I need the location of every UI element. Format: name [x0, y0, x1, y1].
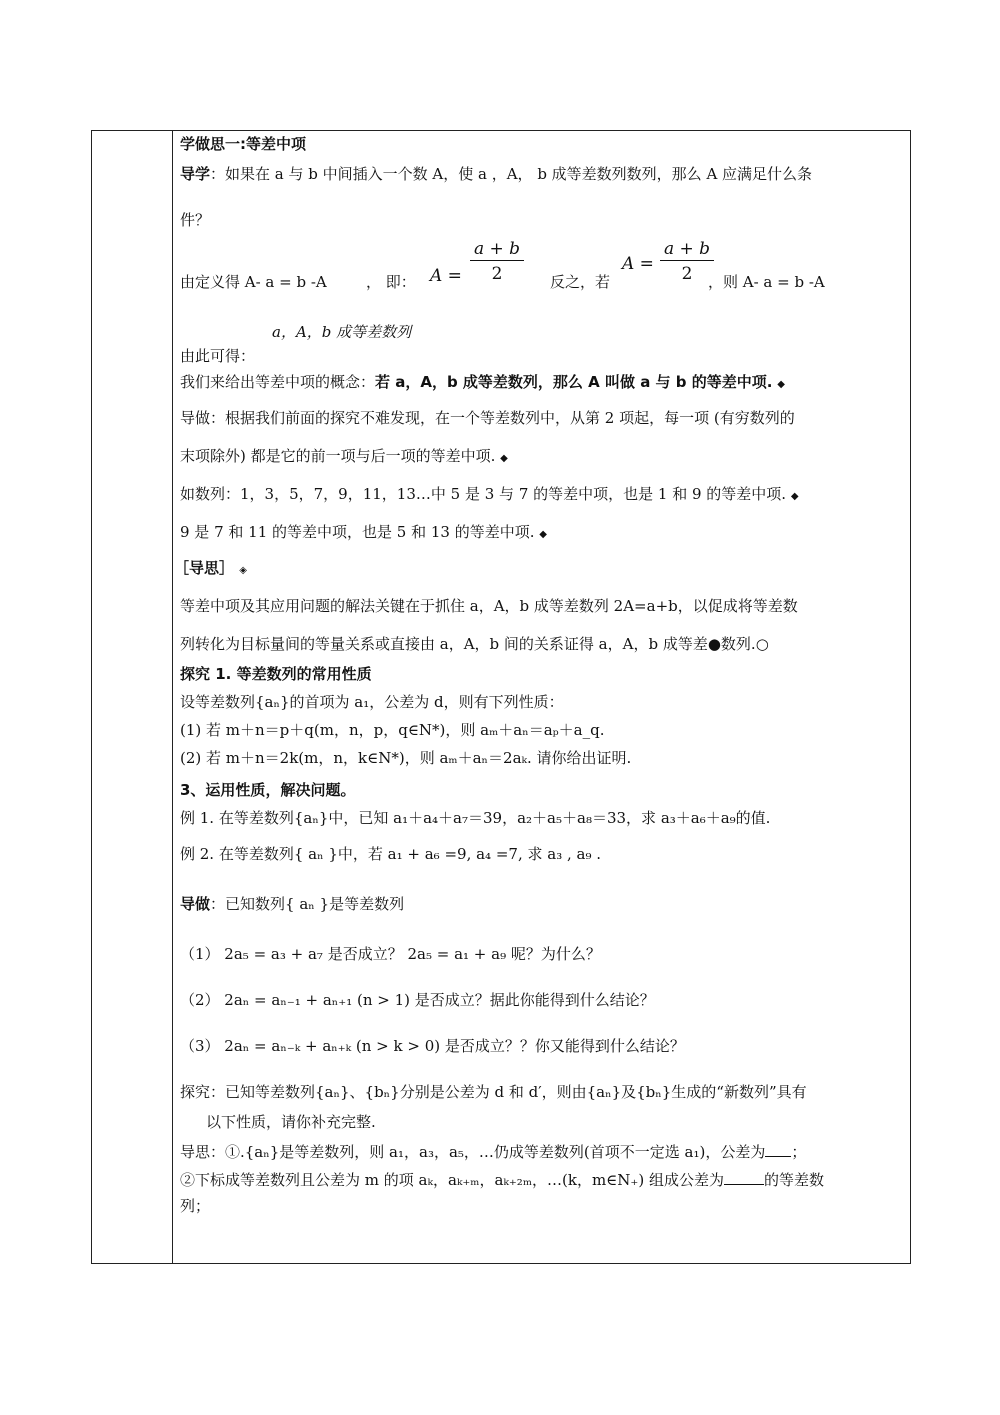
- think-line-2: 列转化为目标量间的等量关系或直接由 a，A，b 间的关系证得 a，A，b 成等差●数列.○: [180, 635, 769, 653]
- table-column-left: [92, 131, 173, 1263]
- hence-text: 由此可得：: [180, 347, 256, 365]
- bullet-icon: ◆: [790, 491, 799, 502]
- summary-line-2: ②下标成等差数列且公差为 m 的项 aₖ，aₖ₊ₘ，aₖ₊₂ₘ，…(k，m∈N₊) 组成公差为 的等差数: [180, 1171, 824, 1189]
- concept-paragraph: [180, 372, 785, 395]
- note-line-1: 导做：根据我们前面的探究不难发现，在一个等差数列中，从第 2 项起，每一项 (有穷数列的: [180, 409, 795, 427]
- bullet-icon: ◆: [777, 379, 785, 390]
- question-2: （2） 2aₙ = aₙ₋₁ + aₙ₊₁ (n > 1) 是否成立？据此你能得到什么结论？: [180, 991, 655, 1009]
- property-1: (1) 若 m＋n＝p＋q(m，n，p，q∈N*)，则 aₘ＋aₙ＝aₚ＋a_q.: [180, 721, 605, 739]
- guide-text-cont: 件？: [180, 211, 211, 229]
- converse-result: ，则 A- a = b -A: [708, 273, 825, 291]
- guide-text: ：如果在 a 与 b 中间插入一个数 A，使 a ，A， b 成等差数列数列，那么 A 应满足什么条: [210, 165, 813, 183]
- guide-label: 导学: [180, 165, 211, 183]
- think-line-1: 等差中项及其应用问题的解法关键在于抓住 a，A，b 成等差数列 2A=a+b，以促成将等差数: [180, 597, 798, 615]
- explore-line-1: 探究：已知等差数列{aₙ}、{bₙ}分别是公差为 d 和 d′，则由{aₙ}及{bₙ}生成的“新数列”具有: [180, 1083, 807, 1101]
- section-title-3: 3、运用性质，解决问题。: [180, 781, 356, 799]
- question-3: （3） 2aₙ = aₙ₋ₖ + aₙ₊ₖ (n > k > 0) 是否成立？？你又能得到什么结论？: [180, 1037, 685, 1055]
- sequence-statement: a，A，b 成等差数列: [272, 323, 412, 341]
- bullet-icon: ◆: [539, 529, 547, 540]
- formula-fraction-2: [660, 238, 714, 287]
- fraction-denominator: 2: [681, 264, 693, 284]
- think-heading: ［导思］ ◈: [174, 559, 247, 577]
- formula-lhs-2: A =: [622, 254, 654, 274]
- summary-line-1: 导思：①.{aₙ}是等差数列，则 a₁，a₃，a₅，…仍成等差数列(首项不一定选 a₁)，公差为 ；: [180, 1143, 807, 1161]
- explore-line-2: 以下性质，请你补充完整.: [206, 1113, 376, 1131]
- note-line-2: 末项除外) 都是它的前一项与后一项的等差中项. ◆: [180, 447, 508, 465]
- fraction-numerator: a + b: [660, 238, 714, 261]
- property-intro: 设等差数列{aₙ}的首项为 a₁，公差为 d，则有下列性质：: [180, 693, 564, 711]
- guide-do-paragraph: [180, 894, 404, 914]
- formula-lhs-1: A =: [430, 266, 462, 286]
- circle-icon: ○: [755, 635, 769, 653]
- example-line-2: 9 是 7 和 11 的等差中项，也是 5 和 13 的等差中项. ◆: [180, 523, 547, 541]
- example-2: 例 2. 在等差数列{ aₙ }中，若 a₁ + a₆ =9, a₄ =7, 求 a₃ , a₉ .: [180, 845, 601, 863]
- concept-definition: 若 a，A，b 成等差数列，那么 A 叫做 a 与 b 的等差中项.: [375, 373, 773, 391]
- definition-text-a: 由定义得 A- a = b -A: [180, 273, 327, 291]
- definition-text-b: ， 即：: [366, 273, 416, 291]
- guide-do-label: 导做: [180, 895, 211, 913]
- formula-fraction-1: [470, 238, 524, 287]
- example-1: 例 1. 在等差数列{aₙ}中，已知 a₁＋a₄＋a₇＝39，a₂＋a₅＋a₈＝33，求 a₃＋a₆＋a₉的值.: [180, 809, 771, 827]
- question-1: （1） 2a₅ = a₃ + a₇ 是否成立？ 2a₅ = a₁ + a₉ 呢？为什么？: [180, 945, 601, 963]
- concept-intro: 我们来给出等差中项的概念：: [180, 373, 376, 391]
- summary-line-3: 列；: [180, 1197, 211, 1215]
- bullet-icon: ◆: [500, 453, 508, 464]
- fraction-denominator: 2: [491, 264, 503, 284]
- example-line-1: 如数列：1，3，5，7，9，11，13…中 5 是 3 与 7 的等差中项，也是 1 和 9 的等差中项. ◆: [180, 485, 799, 503]
- converse-text: 反之，若: [550, 273, 611, 291]
- section-title-2: 探究 1. 等差数列的常用性质: [180, 665, 372, 683]
- section-title-1: 学做思一:等差中项: [180, 135, 306, 153]
- guide-paragraph: [180, 164, 812, 184]
- property-2: (2) 若 m＋n＝2k(m，n，k∈N*)，则 aₘ＋aₙ＝2aₖ. 请你给出证明.: [180, 749, 632, 767]
- guide-do-text: ：已知数列{ aₙ }是等差数列: [210, 895, 405, 913]
- answer-blank-1[interactable]: [765, 1142, 791, 1157]
- fraction-numerator: a + b: [470, 238, 524, 261]
- answer-blank-2[interactable]: [724, 1170, 764, 1185]
- bullet-icon: ◈: [239, 565, 247, 576]
